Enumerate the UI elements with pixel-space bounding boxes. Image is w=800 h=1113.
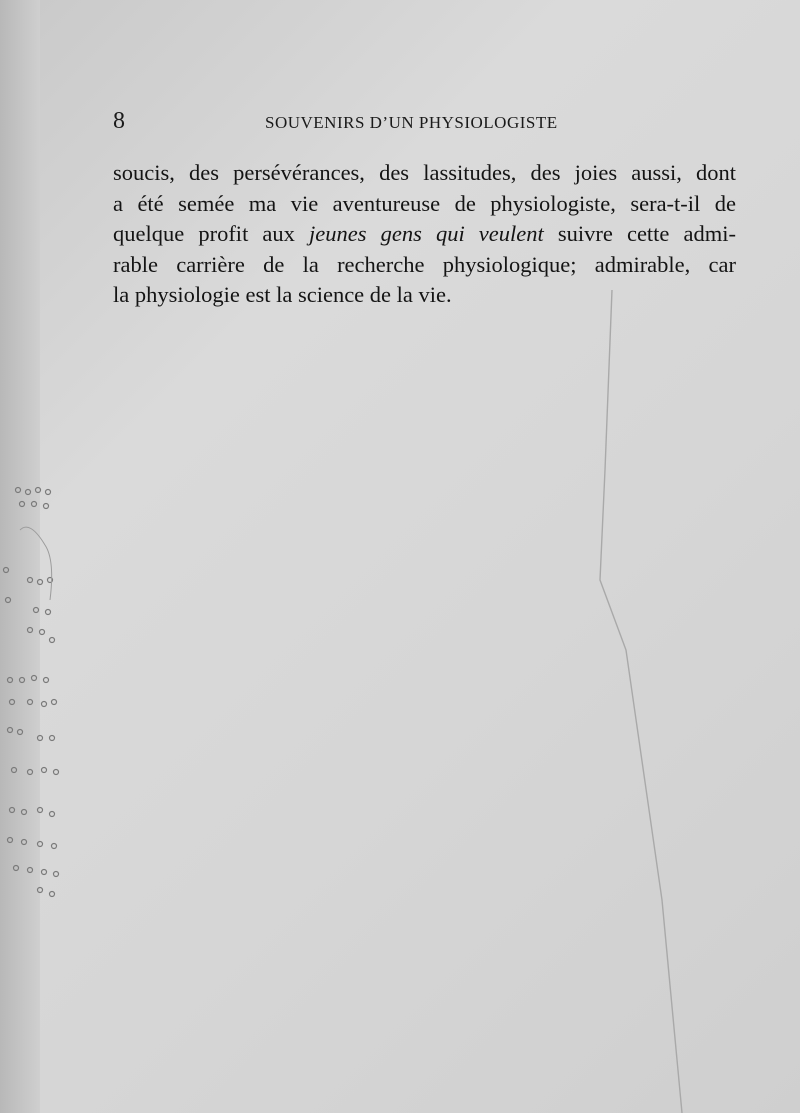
running-head: SOUVENIRS D’UN PHYSIOLOGISTE bbox=[265, 113, 558, 132]
text-line-3 bbox=[113, 219, 736, 250]
perforation-marks bbox=[0, 480, 70, 910]
page-header bbox=[113, 108, 633, 138]
text-line-3-end: suivre cette admi- bbox=[543, 221, 737, 246]
italic-phrase: jeunes gens qui veulent bbox=[309, 221, 544, 246]
page-number: 8 bbox=[113, 108, 125, 134]
text-line-4: rable carrière de la recherche physiologique; admirable, car bbox=[113, 251, 736, 277]
text-line-1: soucis, des persévérances, des lassitudes, des joies aussi, dont bbox=[113, 160, 736, 185]
text-line-3-start: quelque profit aux bbox=[113, 221, 310, 246]
body-paragraph bbox=[113, 158, 736, 311]
text-line-2: a été semée ma vie aventureuse de physiologiste, sera-t-il de bbox=[113, 190, 736, 216]
text-line-5: la physiologie est la science de la vie. bbox=[113, 282, 452, 307]
